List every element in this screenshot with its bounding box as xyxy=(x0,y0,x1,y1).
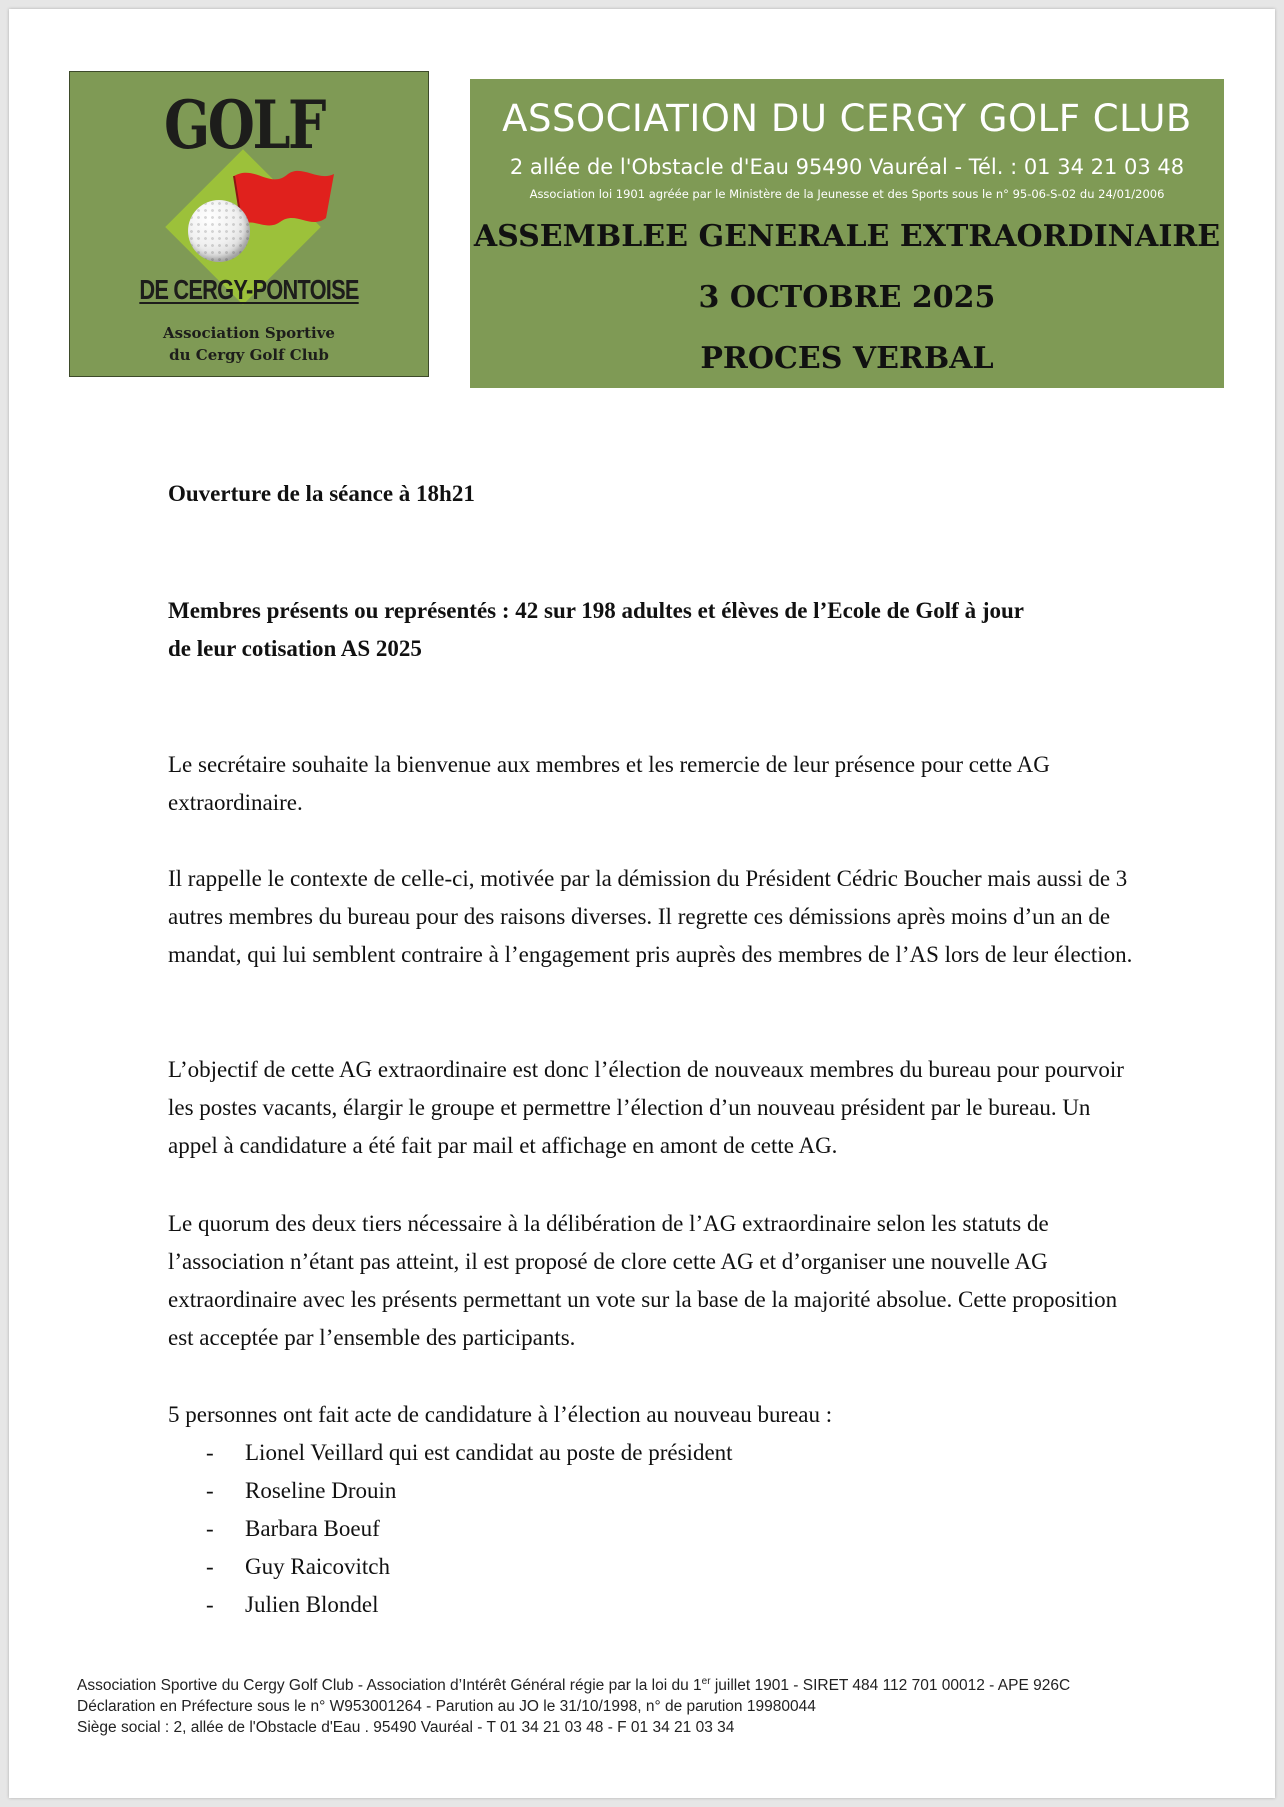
footer-line-3: Siège social : 2, allée de l'Obstacle d'Eau . 95490 Vauréal - T 01 34 21 03 48 - F 01 34 21 03 34 xyxy=(77,1719,735,1737)
header-legal: Association loi 1901 agréée par le Ministère de la Jeunesse et des Sports sous le n° 95-06-S-02 du 24/01/2006 xyxy=(529,187,1165,201)
paragraph-objective xyxy=(168,1051,1138,1165)
header-banner xyxy=(470,79,1224,388)
members-section xyxy=(168,592,1138,668)
header-event: ASSEMBLEE GENERALE EXTRAORDINAIRE xyxy=(473,219,1221,254)
paragraph-3: L’objectif de cette AG extraordinaire est donc l’élection de nouveaux membres du bureau pour pourvoir les postes vacants, élargir le groupe et permettre l’élection d’un nouveau président par le bureau. Un appel à candidature a été fait par mail et affichage en amont de cette AG. xyxy=(168,1057,1124,1158)
logo-place: DE CERGY-PONTOISE xyxy=(139,274,359,305)
candidates-list xyxy=(168,1434,1138,1624)
logo-subtitle-line2: du Cergy Golf Club xyxy=(169,346,329,364)
header-address: 2 allée de l'Obstacle d'Eau 95490 Vauréal - Tél. : 01 34 21 03 48 xyxy=(509,155,1185,179)
footer-line-2: Déclaration en Préfecture sous le n° W953001264 - Parution au JO le 31/10/1998, n° de parution 19980044 xyxy=(77,1698,816,1716)
page-footer xyxy=(77,1671,1227,1738)
candidates-intro: 5 personnes ont fait acte de candidature à l’élection au nouveau bureau : xyxy=(168,1402,833,1427)
members-line-2: de leur cotisation AS 2025 xyxy=(168,636,422,661)
paragraph-welcome xyxy=(168,746,1138,822)
footer-line-1: Association Sportive du Cergy Golf Club - Association d’Intérêt Général régie par la loi du 1er juillet 1901 - SIRET 484 112 701 00012 - APE 926C xyxy=(77,1676,1071,1695)
paragraph-2: Il rappelle le contexte de celle-ci, motivée par la démission du Président Cédric Boucher mais aussi de 3 autres membres du bureau pour des raisons diverses. Il regrette ces démissions après moins d’un an de mandat, qui lui semblent contraire à l’engagement pris auprès des membres de l’AS lors de leur élection. xyxy=(168,866,1133,967)
logo-golf-word: GOLF xyxy=(164,86,325,164)
paragraph-quorum xyxy=(168,1205,1138,1357)
club-logo xyxy=(69,71,429,377)
document-page xyxy=(9,9,1275,1798)
list-item: - Julien Blondel xyxy=(206,1592,379,1617)
list-item: - Lionel Veillard qui est candidat au poste de président xyxy=(206,1440,733,1465)
header-date: 3 OCTOBRE 2025 xyxy=(698,280,996,315)
flag-icon xyxy=(230,160,340,270)
paragraph-1: Le secrétaire souhaite la bienvenue aux membres et les remercie de leur présence pour cette AG extraordinaire. xyxy=(168,752,1050,815)
members-line-1: Membres présents ou représentés : 42 sur 198 adultes et élèves de l’Ecole de Golf à jour xyxy=(168,598,1024,623)
opening-text: Ouverture de la séance à 18h21 xyxy=(168,481,475,506)
candidates-section xyxy=(168,1396,1138,1624)
list-item: - Roseline Drouin xyxy=(206,1478,397,1503)
list-item: - Barbara Boeuf xyxy=(206,1516,380,1541)
logo-subtitle-line1: Association Sportive xyxy=(163,324,335,342)
header-doc-type: PROCES VERBAL xyxy=(700,341,994,376)
golf-ball-icon xyxy=(188,200,250,262)
opening-line xyxy=(168,475,1138,513)
paragraph-context xyxy=(168,860,1138,974)
list-item: - Guy Raicovitch xyxy=(206,1554,390,1579)
header-title: ASSOCIATION DU CERGY GOLF CLUB xyxy=(502,97,1192,140)
paragraph-4: Le quorum des deux tiers nécessaire à la délibération de l’AG extraordinaire selon les statuts de l’association n’étant pas atteint, il est proposé de clore cette AG et d’organiser une nouvelle AG extraordinaire avec les présents permettant un vote sur la base de la majorité absolue. Cette proposition est acceptée par l’ensemble des participants. xyxy=(168,1211,1118,1350)
